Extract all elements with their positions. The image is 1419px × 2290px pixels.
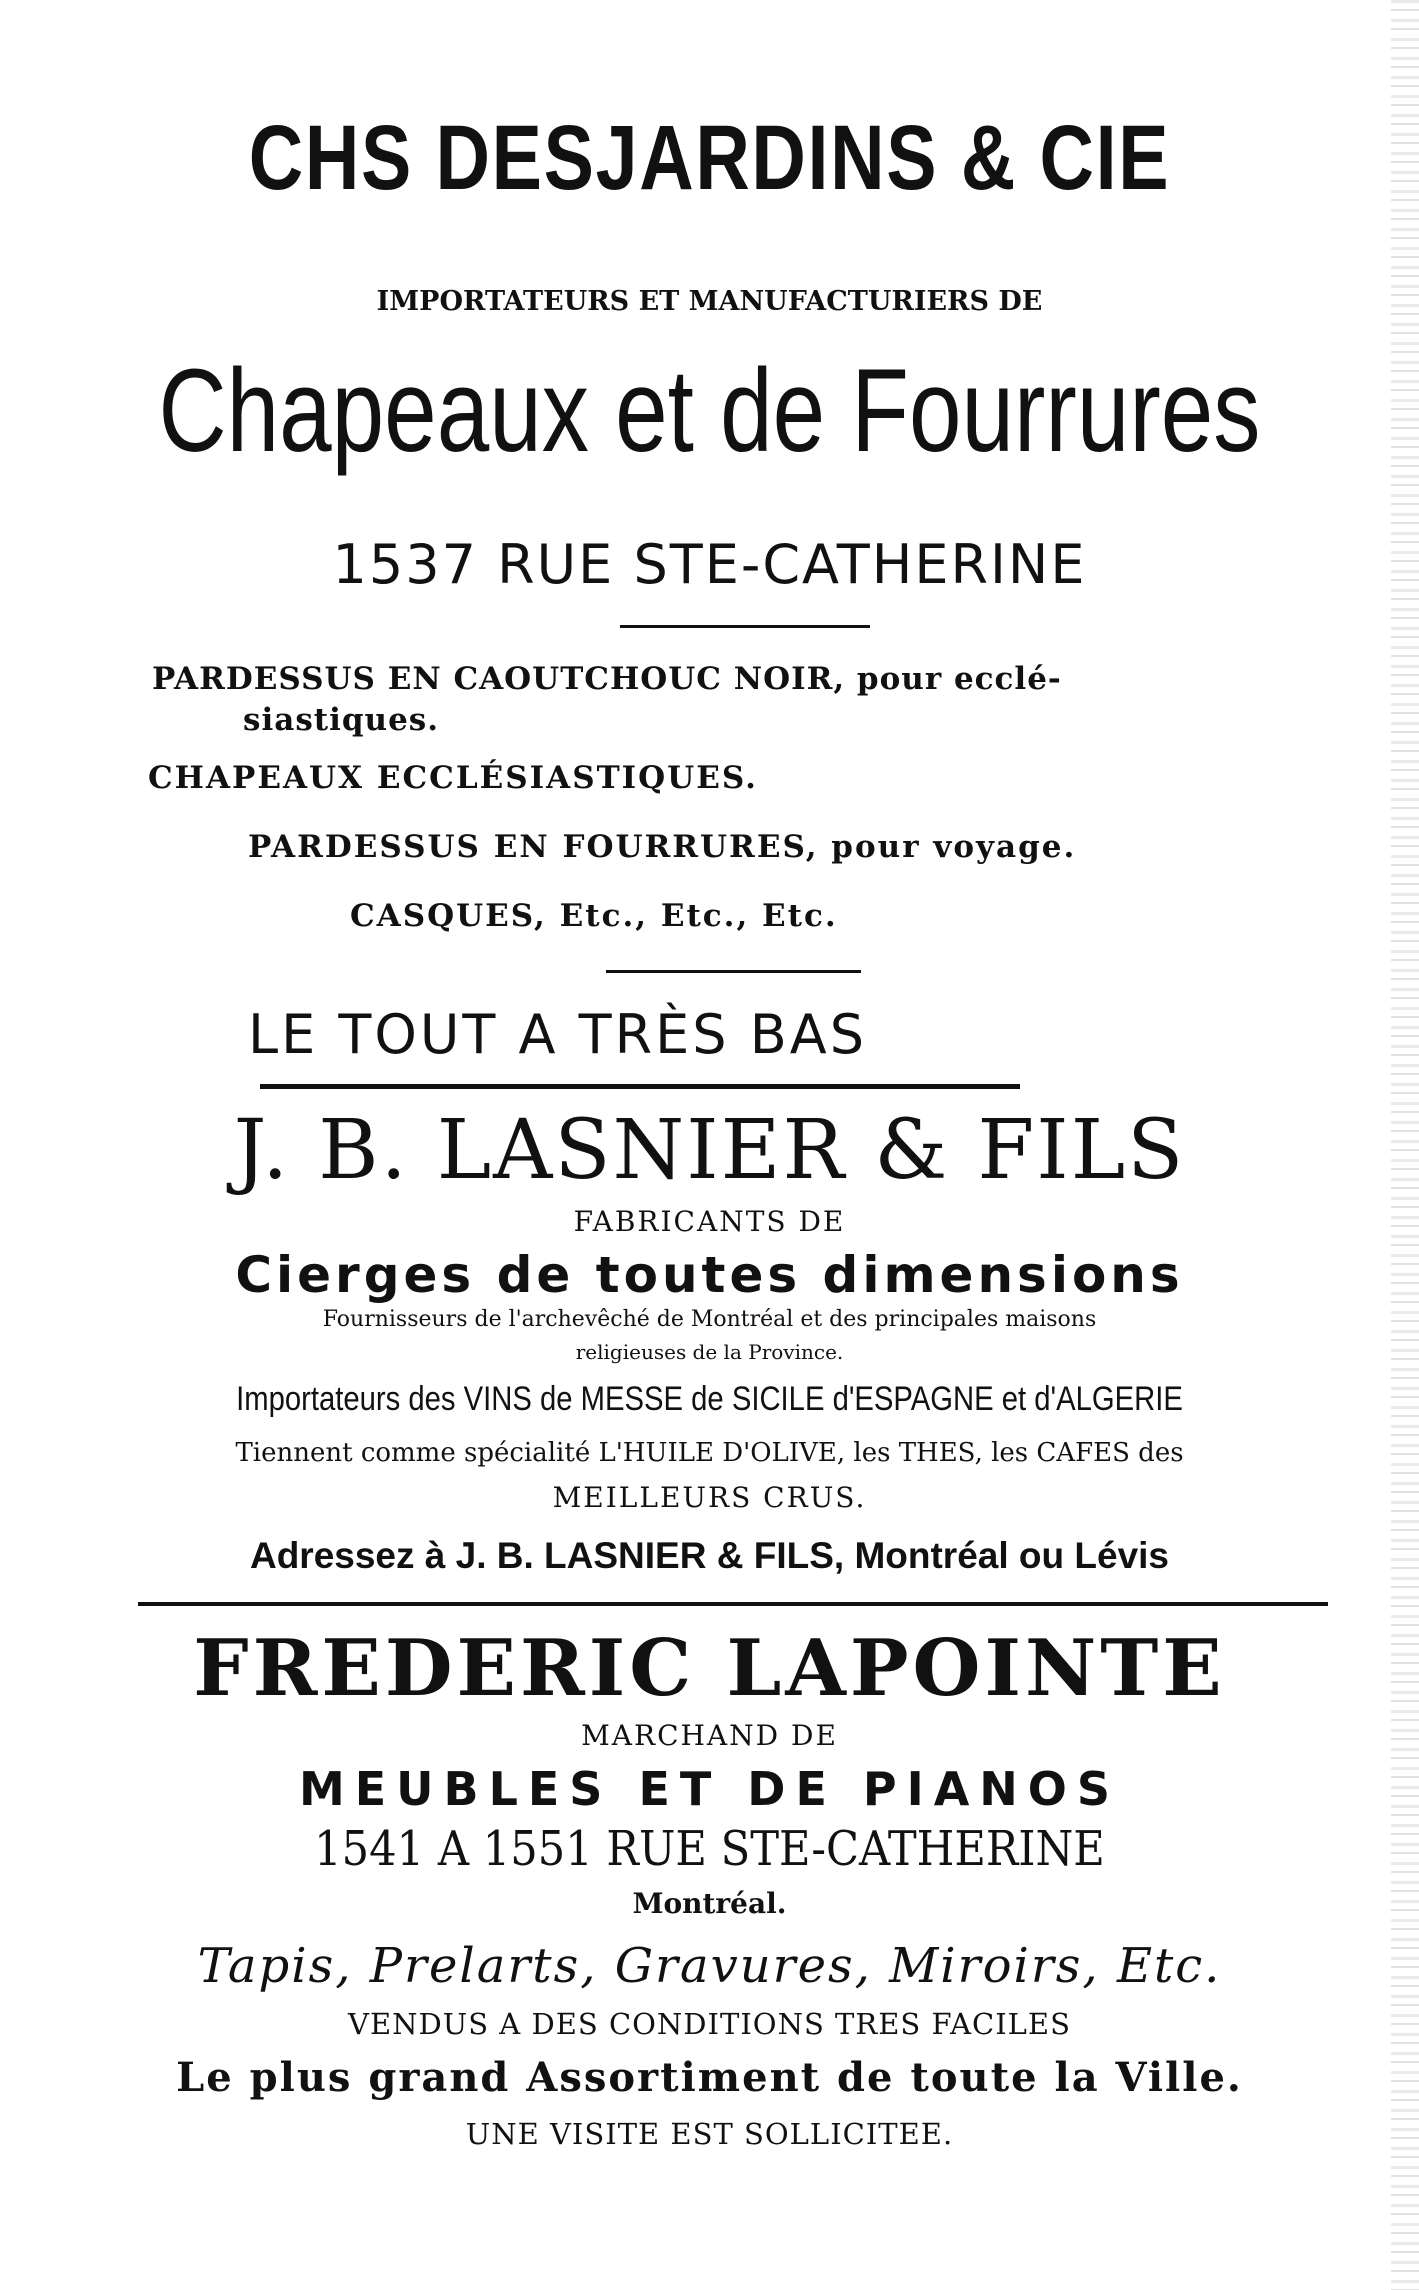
ad1-subtitle: IMPORTATEURS ET MANUFACTURIERS DE — [376, 286, 1043, 317]
ad1-item-2: CHAPEAUX ECCLÉSIASTIQUES. — [148, 760, 758, 796]
ad2-bottom-rule — [138, 1602, 1328, 1606]
ad3-visit: UNE VISITE EST SOLLICITEE. — [465, 2117, 954, 2151]
ad3-assortment: Le plus grand Assortiment de toute la Ville. — [176, 2054, 1243, 2101]
ad1-item-1-cont: siastiques. — [243, 702, 440, 738]
ad3-products: MEUBLES ET DE PIANOS — [298, 1762, 1121, 1816]
ad2-specialty-line-2: MEILLEURS CRUS. — [552, 1481, 867, 1514]
ad1-item-4: CASQUES, Etc., Etc., Etc. — [350, 898, 838, 934]
ad1-item-1: PARDESSUS EN CAOUTCHOUC NOIR, pour ecclé- — [152, 661, 1062, 697]
ad2-supply-line-1: Fournisseurs de l'archevêché de Montréal et des principales maisons — [322, 1307, 1097, 1332]
ad1-divider-2 — [606, 970, 861, 973]
ad3-city: Montréal. — [632, 1887, 787, 1920]
scan-edge-noise — [1391, 0, 1419, 2290]
ad3-subtitle: MARCHAND DE — [581, 1719, 838, 1752]
ad1-company: CHS DESJARDINS & CIE — [248, 107, 1171, 209]
ad3-company: FREDERIC LAPOINTE — [193, 1623, 1226, 1714]
ad3-goods: Tapis, Prelarts, Gravures, Miroirs, Etc. — [197, 1938, 1222, 1994]
ad1-address: 1537 RUE STE-CATHERINE — [332, 533, 1087, 596]
ad2-products: Cierges de toutes dimensions — [235, 1246, 1184, 1304]
ad1-products: Chapeaux et de Fourrures — [158, 345, 1261, 477]
ad1-divider-1 — [620, 625, 870, 628]
ad2-subtitle: FABRICANTS DE — [573, 1205, 846, 1238]
ad2-supply-line-2: religieuses de la Province. — [575, 1340, 844, 1364]
ad1-price-line: LE TOUT A TRÈS BAS — [248, 1003, 867, 1066]
ad3-terms: VENDUS A DES CONDITIONS TRES FACILES — [348, 2007, 1071, 2041]
ad2-company: J. B. LASNIER & FILS — [233, 1103, 1186, 1198]
ad3-address: 1541 A 1551 RUE STE-CATHERINE — [314, 1821, 1105, 1877]
ad2-import-line: Importateurs des VINS de MESSE de SICILE d'ESPAGNE et d'ALGERIE — [236, 1380, 1183, 1418]
ad1-item-3: PARDESSUS EN FOURRURES, pour voyage. — [248, 829, 1077, 865]
ad1-bottom-rule — [260, 1084, 1020, 1089]
ad2-specialty-line-1: Tiennent comme spécialité L'HUILE D'OLIVE, les THES, les CAFES des — [235, 1438, 1184, 1468]
ad2-address-line: Adressez à J. B. LASNIER & FILS, Montréal ou Lévis — [249, 1535, 1170, 1576]
